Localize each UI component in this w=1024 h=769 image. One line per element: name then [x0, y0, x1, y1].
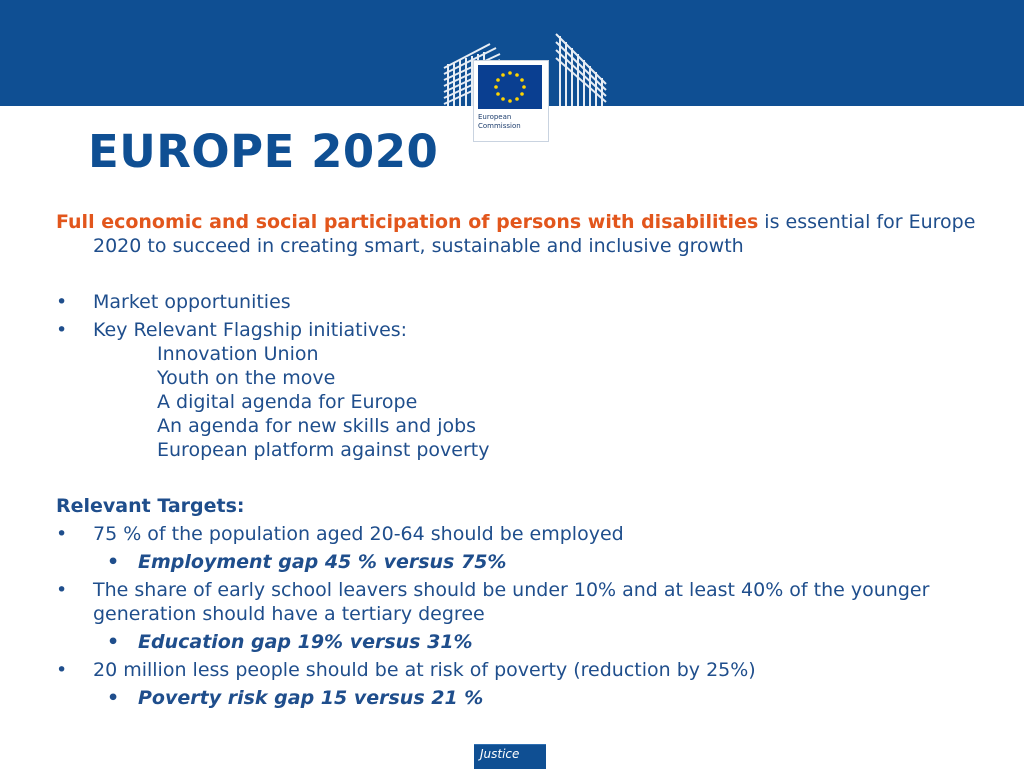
bullet-icon: • — [107, 551, 120, 573]
targets-heading: Relevant Targets: — [56, 495, 245, 517]
logo-caption: European Commission — [478, 113, 521, 130]
flagship-item: Innovation Union — [157, 343, 319, 365]
slide-title: EUROPE 2020 — [88, 125, 439, 178]
intro-rest: is essential for Europe 2020 to succeed in creating smart, sustainable and inclusive growth — [93, 211, 976, 257]
eu-flag-icon — [478, 65, 542, 109]
target-item: • 75 % of the population aged 20-64 should be employed — [56, 523, 624, 545]
flagship-item: Youth on the move — [157, 367, 336, 389]
bullet-icon: • — [56, 579, 68, 601]
bullet-icon: • — [56, 523, 68, 545]
justice-label: Justice — [480, 747, 520, 761]
bullet-icon: • — [56, 319, 68, 341]
intro-highlight: Full economic and social participation of persons with disabilities — [56, 211, 759, 233]
bullet-icon: • — [107, 631, 120, 653]
list-item: • Market opportunities — [56, 291, 291, 313]
flagship-item: An agenda for new skills and jobs — [157, 415, 477, 437]
list-item: • Key Relevant Flagship initiatives: — [56, 319, 408, 341]
target-item: • 20 million less people should be at risk of poverty (reduction by 25%) — [56, 659, 756, 681]
bullet-icon: • — [56, 659, 68, 681]
target-gap: • Employment gap 45 % versus 75% — [107, 551, 507, 573]
european-commission-emblem — [473, 60, 549, 142]
slide-body — [56, 210, 976, 710]
target-gap: • Poverty risk gap 15 versus 21 % — [107, 687, 484, 709]
target-gap: • Education gap 19% versus 31% — [107, 631, 473, 653]
intro-paragraph — [56, 210, 976, 258]
bullet-icon: • — [107, 687, 120, 709]
target-item: • The share of early school leavers should be under 10% and at least 40% of the younger generation should have a tertiary degree — [56, 579, 930, 625]
flagship-item: A digital agenda for Europe — [157, 391, 418, 413]
bullet-icon: • — [56, 291, 68, 313]
justice-footer-tag — [474, 744, 546, 769]
flagship-item: European platform against poverty — [157, 439, 490, 461]
